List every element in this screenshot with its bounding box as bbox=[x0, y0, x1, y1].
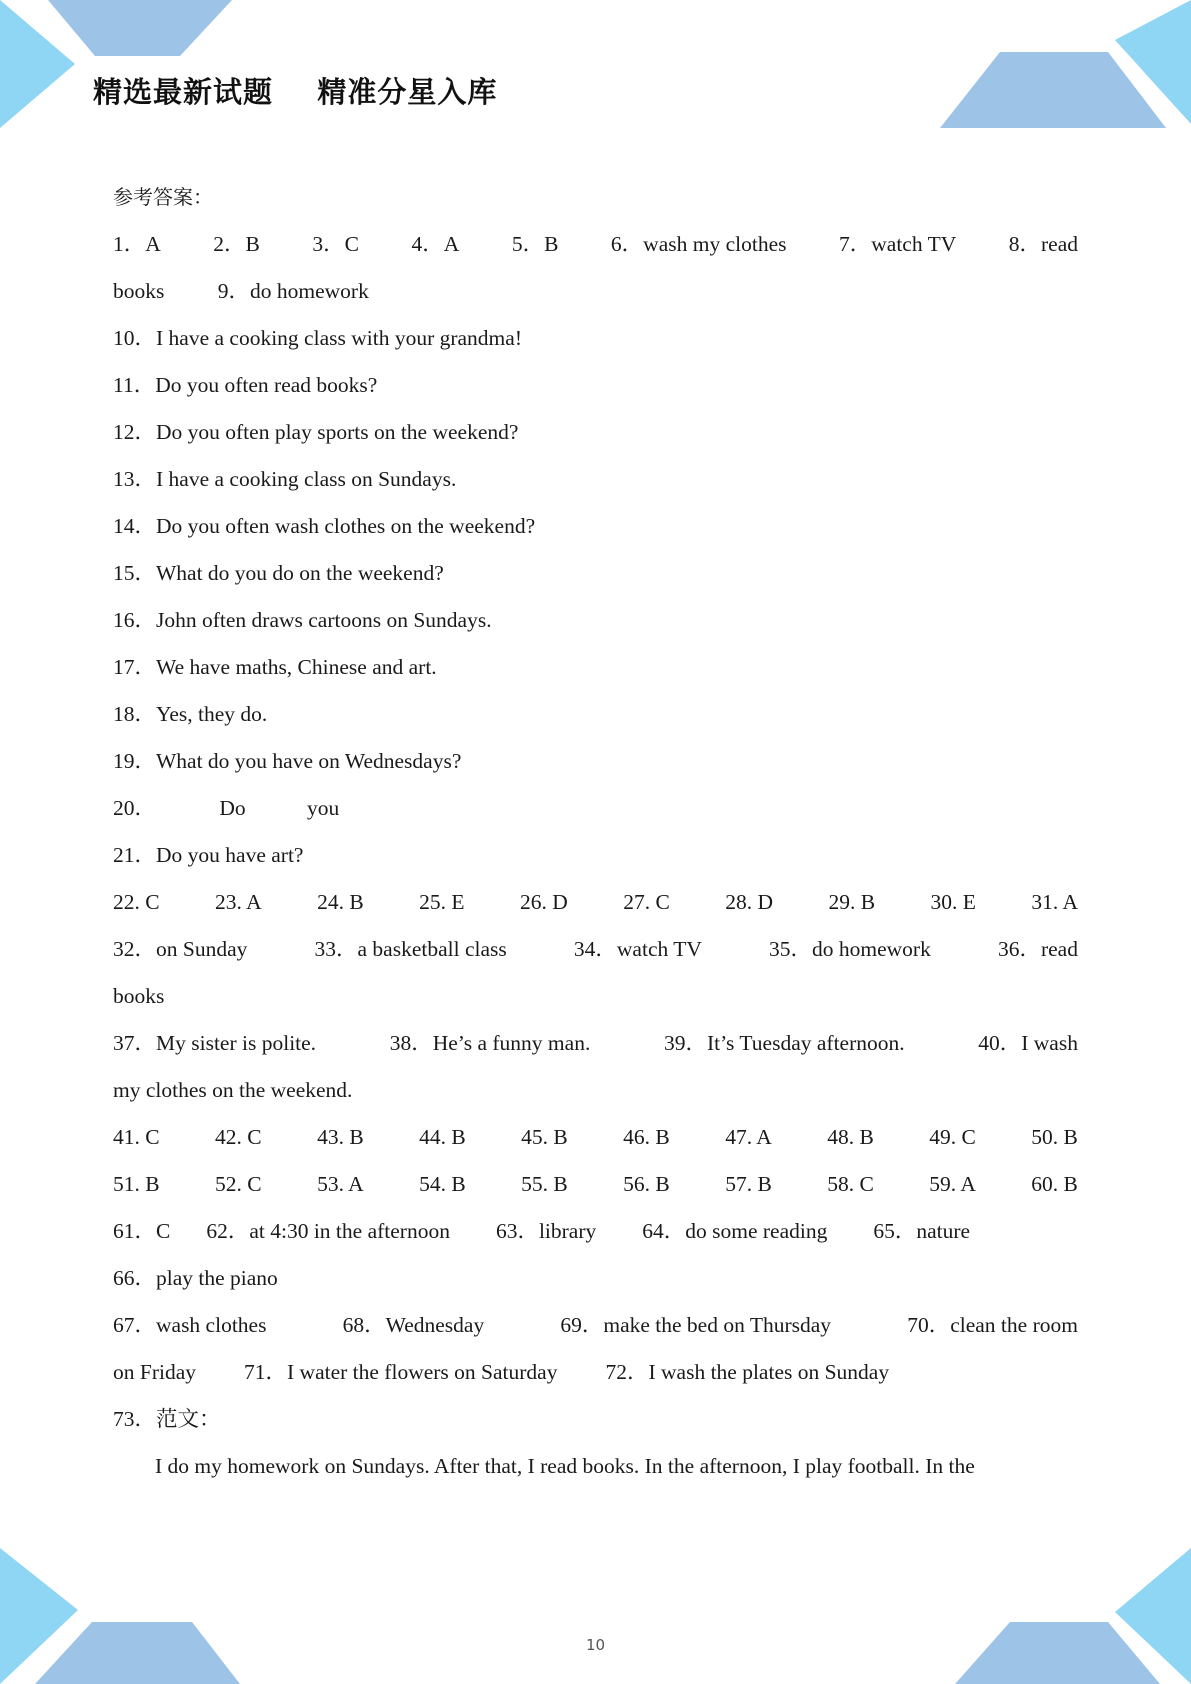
answer-item: 23. A bbox=[215, 890, 262, 914]
answer-item: you bbox=[307, 796, 340, 820]
answer-item: 49. C bbox=[929, 1125, 976, 1149]
answer-line-11: 18．Yes, they do. bbox=[113, 702, 268, 726]
answer-item: 36．read bbox=[997, 937, 1078, 961]
corner-triangle-top-left bbox=[0, 0, 75, 128]
answer-item: 45. B bbox=[521, 1125, 568, 1149]
answer-line-5: 12．Do you often play sports on the weekend? bbox=[113, 420, 519, 444]
answer-item: 57. B bbox=[725, 1172, 772, 1196]
answer-item: 32．on Sunday bbox=[113, 937, 248, 961]
answer-item: 7．watch TV bbox=[839, 232, 957, 256]
answer-line-13 bbox=[113, 785, 1078, 832]
answer-item: 34．watch TV bbox=[573, 937, 702, 961]
answer-line-6: 13．I have a cooking class on Sundays. bbox=[113, 467, 457, 491]
answer-line-18 bbox=[113, 1020, 1078, 1067]
answer-item: 53. A bbox=[317, 1172, 364, 1196]
answer-item: 22. C bbox=[113, 890, 160, 914]
answer-item: 50. B bbox=[1031, 1125, 1078, 1149]
answer-item: Do bbox=[219, 796, 246, 820]
answer-line-22 bbox=[113, 1208, 1078, 1255]
answer-item: 61．C bbox=[113, 1219, 171, 1243]
answer-item: 58. C bbox=[827, 1172, 874, 1196]
answer-item: 44. B bbox=[419, 1125, 466, 1149]
answer-item: 42. C bbox=[215, 1125, 262, 1149]
header-title: 精选最新试题 精准分星入库 bbox=[93, 75, 498, 109]
answer-line-14: 21．Do you have art? bbox=[113, 843, 304, 867]
answer-item: 54. B bbox=[419, 1172, 466, 1196]
answer-line-17: books bbox=[113, 984, 165, 1008]
answer-item: 3．C bbox=[312, 232, 359, 256]
answer-item: 29. B bbox=[828, 890, 876, 914]
answer-item: 71．I water the flowers on Saturday bbox=[244, 1360, 558, 1384]
answer-item: 64．do some reading bbox=[642, 1219, 828, 1243]
answer-line-20 bbox=[113, 1114, 1078, 1161]
answer-line-12: 19．What do you have on Wednesdays? bbox=[113, 749, 462, 773]
answer-line-2 bbox=[113, 268, 1078, 315]
answer-item: 5．B bbox=[511, 232, 559, 256]
answer-line-4: 11．Do you often read books? bbox=[113, 373, 378, 397]
answer-item: 59. A bbox=[929, 1172, 976, 1196]
answer-line-19: my clothes on the weekend. bbox=[113, 1078, 353, 1102]
answer-item: 24. B bbox=[317, 890, 364, 914]
answer-item: 1．A bbox=[113, 232, 161, 256]
corner-trapezoid-top-right bbox=[940, 52, 1166, 128]
answer-item: 68．Wednesday bbox=[342, 1313, 485, 1337]
answer-line-26: 73．范文： bbox=[113, 1407, 221, 1431]
answer-line-9: 16．John often draws cartoons on Sundays. bbox=[113, 608, 492, 632]
answer-item: 37．My sister is polite. bbox=[113, 1031, 317, 1055]
answer-item: 30. E bbox=[930, 890, 976, 914]
answer-item: 40．I wash bbox=[978, 1031, 1078, 1055]
answer-item: 52. C bbox=[215, 1172, 262, 1196]
answer-item: 48. B bbox=[827, 1125, 874, 1149]
answer-item: 63．library bbox=[495, 1219, 597, 1243]
answer-item: 46. B bbox=[623, 1125, 670, 1149]
answer-item: 25. E bbox=[419, 890, 465, 914]
answer-line-7: 14．Do you often wash clothes on the weekend? bbox=[113, 514, 536, 538]
answer-line-23: 66．play the piano bbox=[113, 1266, 278, 1290]
answer-item: 6．wash my clothes bbox=[610, 232, 787, 256]
answer-item: 31. A bbox=[1031, 890, 1078, 914]
answer-item: 8．read bbox=[1008, 232, 1078, 256]
page-number: 10 bbox=[585, 1636, 606, 1654]
answer-line-10: 17．We have maths, Chinese and art. bbox=[113, 655, 437, 679]
corner-trapezoid-top-left bbox=[48, 0, 232, 56]
answer-item: 33．a basketball class bbox=[314, 937, 507, 961]
answer-item: 65．nature bbox=[873, 1219, 971, 1243]
answer-item: on Friday bbox=[113, 1360, 197, 1384]
answer-item: 38．He’s a funny man. bbox=[389, 1031, 591, 1055]
answer-item: 55. B bbox=[521, 1172, 568, 1196]
answer-line-15 bbox=[113, 879, 1078, 926]
answer-item: 39．It’s Tuesday afternoon. bbox=[663, 1031, 905, 1055]
answer-item: 27. C bbox=[623, 890, 670, 914]
answer-item: 4．A bbox=[411, 232, 460, 256]
answer-item: 51. B bbox=[113, 1172, 160, 1196]
answer-item: 62．at 4:30 in the afternoon bbox=[206, 1219, 450, 1243]
answer-line-3: 10．I have a cooking class with your grandma! bbox=[113, 326, 522, 350]
answer-line-1 bbox=[113, 221, 1078, 268]
answer-item: 43. B bbox=[317, 1125, 364, 1149]
answer-line-21 bbox=[113, 1161, 1078, 1208]
answer-content bbox=[113, 174, 1078, 1490]
answer-line-16 bbox=[113, 926, 1078, 973]
essay-paragraph: I do my homework on Sundays. After that, I read books. In the afternoon, I play football. In the bbox=[155, 1454, 975, 1478]
answer-item: 56. B bbox=[623, 1172, 670, 1196]
answer-item: 28. D bbox=[725, 890, 774, 914]
answer-item: 70．clean the room bbox=[907, 1313, 1078, 1337]
answer-item: 67．wash clothes bbox=[113, 1313, 267, 1337]
answer-item: 9．do homework bbox=[217, 279, 369, 303]
answer-item: 35．do homework bbox=[769, 937, 931, 961]
answer-item: 26. D bbox=[519, 890, 568, 914]
answer-item: 20． bbox=[113, 796, 157, 820]
answer-item: 60. B bbox=[1031, 1172, 1078, 1196]
answer-line-8: 15．What do you do on the weekend? bbox=[113, 561, 444, 585]
answer-line-25 bbox=[113, 1349, 1078, 1396]
answers-heading: 参考答案： bbox=[113, 185, 213, 209]
answer-item: 2．B bbox=[213, 232, 260, 256]
answer-line-24 bbox=[113, 1302, 1078, 1349]
answer-item: 72．I wash the plates on Sunday bbox=[605, 1360, 890, 1384]
answer-item: 41. C bbox=[113, 1125, 160, 1149]
answer-item: 47. A bbox=[725, 1125, 772, 1149]
answer-item: 69．make the bed on Thursday bbox=[560, 1313, 832, 1337]
answer-item: books bbox=[113, 279, 165, 303]
